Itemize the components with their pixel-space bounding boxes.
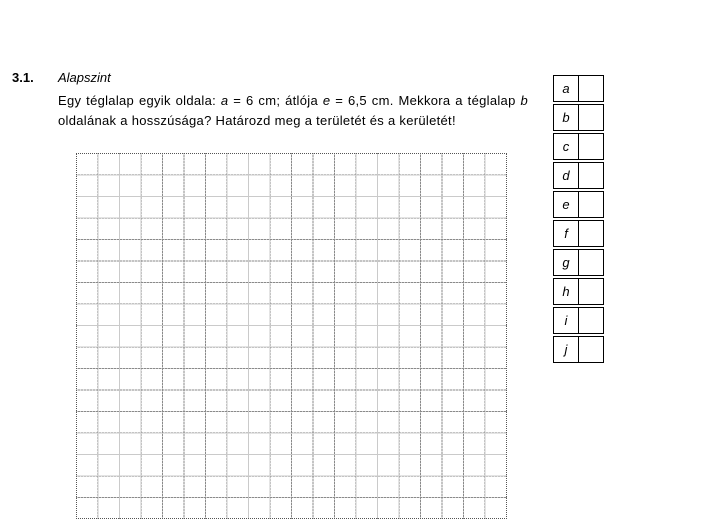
task-number: 3.1. — [12, 70, 34, 85]
score-row — [554, 279, 604, 305]
score-row — [554, 308, 604, 334]
score-label: a — [554, 76, 579, 102]
task-statement — [58, 91, 528, 131]
score-row — [554, 134, 604, 160]
variable-e: e — [322, 93, 331, 108]
task-text-part: = 6 cm; átlója — [228, 93, 323, 108]
score-cell[interactable] — [579, 337, 604, 363]
answer-grid[interactable] — [76, 153, 507, 519]
score-cell[interactable] — [579, 105, 604, 131]
score-table — [553, 75, 604, 363]
variable-a: a — [220, 93, 229, 108]
variable-b: b — [520, 93, 528, 108]
score-row — [554, 163, 604, 189]
score-row — [554, 337, 604, 363]
score-cell[interactable] — [579, 221, 604, 247]
score-label: e — [554, 192, 579, 218]
score-row — [554, 221, 604, 247]
score-cell[interactable] — [579, 308, 604, 334]
score-label: g — [554, 250, 579, 276]
score-cell[interactable] — [579, 279, 604, 305]
score-row — [554, 105, 604, 131]
score-label: j — [554, 337, 579, 363]
score-cell[interactable] — [579, 163, 604, 189]
score-cell[interactable] — [579, 76, 604, 102]
score-row — [554, 192, 604, 218]
score-row — [554, 250, 604, 276]
score-label: b — [554, 105, 579, 131]
score-label: h — [554, 279, 579, 305]
score-label: i — [554, 308, 579, 334]
score-cell[interactable] — [579, 192, 604, 218]
score-label: c — [554, 134, 579, 160]
score-label: d — [554, 163, 579, 189]
score-row — [554, 76, 604, 102]
task-text-part: = 6,5 cm. Mekkora a téglalap — [330, 93, 521, 108]
task-text-part: Egy téglalap egyik oldala: — [58, 93, 221, 108]
score-label: f — [554, 221, 579, 247]
score-cell[interactable] — [579, 134, 604, 160]
score-cell[interactable] — [579, 250, 604, 276]
task-level: Alapszint — [58, 70, 111, 85]
task-text-part: oldalának a hosszúsága? Határozd meg a területét és a kerületét! — [58, 113, 456, 128]
